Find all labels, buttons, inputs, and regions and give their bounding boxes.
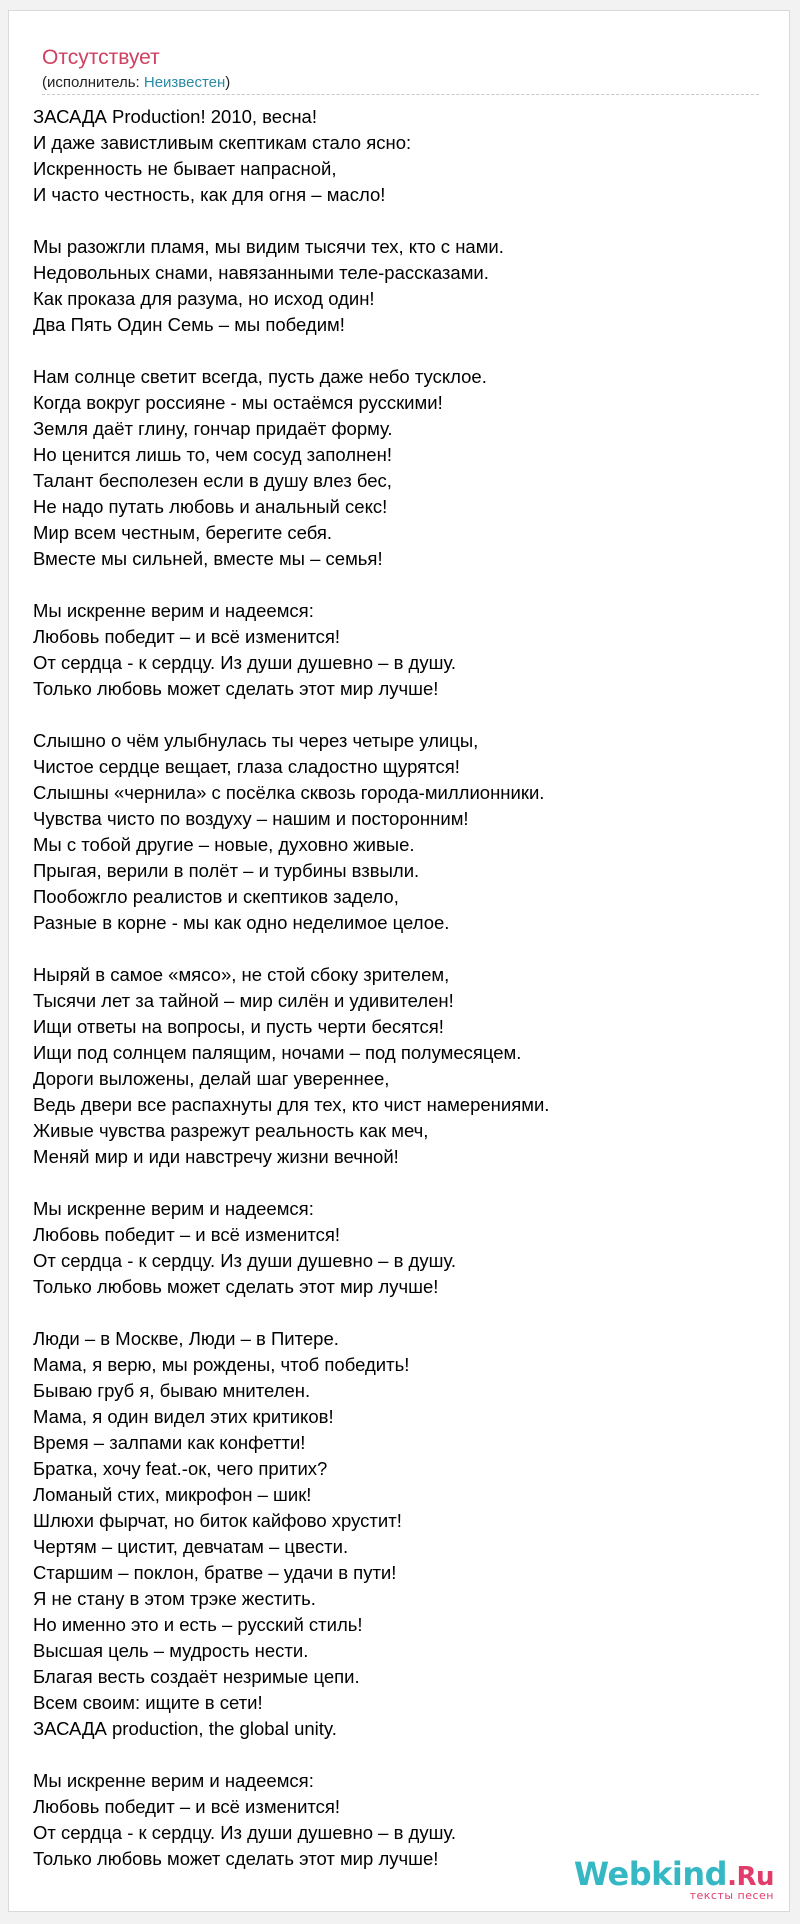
lyric-line: Чертям – цистит, девчатам – цвести. xyxy=(33,1536,349,1557)
lyric-line: Ныряй в самое «мясо», не стой сбоку зрителем, xyxy=(33,964,450,985)
logo-kind: kind xyxy=(651,1855,728,1893)
song-header xyxy=(42,45,777,95)
lyric-line: Тысячи лет за тайной – мир силён и удивителен! xyxy=(33,990,454,1011)
lyric-line: Но именно это и есть – русский стиль! xyxy=(33,1614,363,1635)
lyric-line: ЗАСАДА production, the global unity. xyxy=(33,1718,337,1739)
lyric-line: Люди – в Москве, Люди – в Питере. xyxy=(33,1328,339,1349)
stanza-break xyxy=(33,1300,768,1326)
lyric-line: И часто честность, как для огня – масло! xyxy=(33,184,386,205)
lyric-line: Любовь победит – и всё изменится! xyxy=(33,1224,341,1245)
logo-web: Web xyxy=(573,1855,652,1893)
stanza-break xyxy=(33,702,768,728)
stanza-break xyxy=(33,208,768,234)
logo-subtitle: тексты песен xyxy=(689,1889,774,1902)
lyric-line: Благая весть создаёт незримые цепи. xyxy=(33,1666,360,1687)
lyric-line: Когда вокруг россияне - мы остаёмся русскими! xyxy=(33,392,443,413)
lyric-line: Мы искренне верим и надеемся: xyxy=(33,600,314,621)
lyric-line: Искренность не бывает напрасной, xyxy=(33,158,337,179)
lyric-line: Мы искренне верим и надеемся: xyxy=(33,1198,314,1219)
lyric-line: Разные в корне - мы как одно неделимое целое. xyxy=(33,912,450,933)
lyric-line: Нам солнце светит всегда, пусть даже небо тусклое. xyxy=(33,366,487,387)
lyric-line: Ищи ответы на вопросы, и пусть черти бесятся! xyxy=(33,1016,444,1037)
lyric-line: Меняй мир и иди навстречу жизни вечной! xyxy=(33,1146,399,1167)
lyric-line: Любовь победит – и всё изменится! xyxy=(33,1796,341,1817)
logo-ru: .Ru xyxy=(727,1862,774,1892)
lyric-line: Я не стану в этом трэке жестить. xyxy=(33,1588,316,1609)
lyrics-text xyxy=(33,104,768,1872)
lyric-line: Мы разожгли пламя, мы видим тысячи тех, кто с нами. xyxy=(33,236,504,257)
lyric-line: Только любовь может сделать этот мир лучше! xyxy=(33,1848,439,1869)
artist-link[interactable]: Неизвестен xyxy=(143,74,226,91)
stanza-break xyxy=(33,572,768,598)
lyric-line: Недовольных снами, навязанными теле-рассказами. xyxy=(33,262,489,283)
lyric-line: Мир всем честным, берегите себя. xyxy=(33,522,333,543)
artist-prefix: (исполнитель: xyxy=(42,74,144,91)
stanza-break xyxy=(33,1742,768,1768)
lyric-line: Старшим – поклон, братве – удачи в пути! xyxy=(33,1562,397,1583)
lyric-line: Дороги выложены, делай шаг увереннее, xyxy=(33,1068,390,1089)
lyric-line: Ведь двери все распахнуты для тех, кто чист намерениями. xyxy=(33,1094,550,1115)
lyric-line: Два Пять Один Семь – мы победим! xyxy=(33,314,345,335)
lyric-line: Чистое сердце вещает, глаза сладостно щурятся! xyxy=(33,756,460,777)
lyric-line: Только любовь может сделать этот мир лучше! xyxy=(33,1276,439,1297)
lyric-line: Прыгая, верили в полёт – и турбины взвыли. xyxy=(33,860,420,881)
lyric-line: Пообожгло реалистов и скептиков задело, xyxy=(33,886,399,907)
lyric-line: Мама, я один видел этих критиков! xyxy=(33,1406,334,1427)
lyric-line: Слышны «чернила» с посёлка сквозь города-миллионники. xyxy=(33,782,545,803)
lyric-line: Ищи под солнцем палящим, ночами – под полумесяцем. xyxy=(33,1042,522,1063)
lyric-line: От сердца - к сердцу. Из души душевно – в душу. xyxy=(33,652,456,673)
lyric-line: Высшая цель – мудрость нести. xyxy=(33,1640,309,1661)
lyric-line: Ломаный стих, микрофон – шик! xyxy=(33,1484,312,1505)
lyric-line: Всем своим: ищите в сети! xyxy=(33,1692,263,1713)
lyric-line: Но ценится лишь то, чем сосуд заполнен! xyxy=(33,444,392,465)
lyric-line: Бываю груб я, бываю мнителен. xyxy=(33,1380,311,1401)
lyric-line: Вместе мы сильней, вместе мы – семья! xyxy=(33,548,383,569)
artist-suffix: ) xyxy=(225,74,231,91)
lyric-line: Земля даёт глину, гончар придаёт форму. xyxy=(33,418,393,439)
lyric-line: Талант бесполезен если в душу влез бес, xyxy=(33,470,392,491)
song-title: Отсутствует xyxy=(42,46,160,69)
lyric-line: Мы искренне верим и надеемся: xyxy=(33,1770,314,1791)
stanza-break xyxy=(33,338,768,364)
lyric-line: Слышно о чём улыбнулась ты через четыре улицы, xyxy=(33,730,479,751)
lyric-line: Братка, хочу feat.-ок, чего притих? xyxy=(33,1458,328,1479)
lyric-line: Время – залпами как конфетти! xyxy=(33,1432,306,1453)
lyric-line: От сердца - к сердцу. Из души душевно – в душу. xyxy=(33,1250,456,1271)
lyric-line: Чувства чисто по воздуху – нашим и посторонним! xyxy=(33,808,469,829)
lyric-line: Живые чувства разрежут реальность как меч, xyxy=(33,1120,429,1141)
lyric-line: Только любовь может сделать этот мир лучше! xyxy=(33,678,439,699)
lyric-line: Шлюхи фырчат, но биток кайфово хрустит! xyxy=(33,1510,402,1531)
lyric-line: И даже завистливым скептикам стало ясно: xyxy=(33,132,412,153)
lyric-line: От сердца - к сердцу. Из души душевно – в душу. xyxy=(33,1822,456,1843)
lyric-line: Как проказа для разума, но исход один! xyxy=(33,288,375,309)
stanza-break xyxy=(33,936,768,962)
stanza-break xyxy=(33,1170,768,1196)
lyric-line: ЗАСАДА Production! 2010, весна! xyxy=(33,106,317,127)
lyric-line: Не надо путать любовь и анальный секс! xyxy=(33,496,388,517)
lyric-line: Мама, я верю, мы рождены, чтоб победить! xyxy=(33,1354,410,1375)
header-divider xyxy=(42,94,759,95)
artist-line xyxy=(42,74,777,92)
lyric-line: Мы с тобой другие – новые, духовно живые. xyxy=(33,834,415,855)
lyric-line: Любовь победит – и всё изменится! xyxy=(33,626,341,647)
webkind-logo[interactable] xyxy=(573,1855,780,1906)
